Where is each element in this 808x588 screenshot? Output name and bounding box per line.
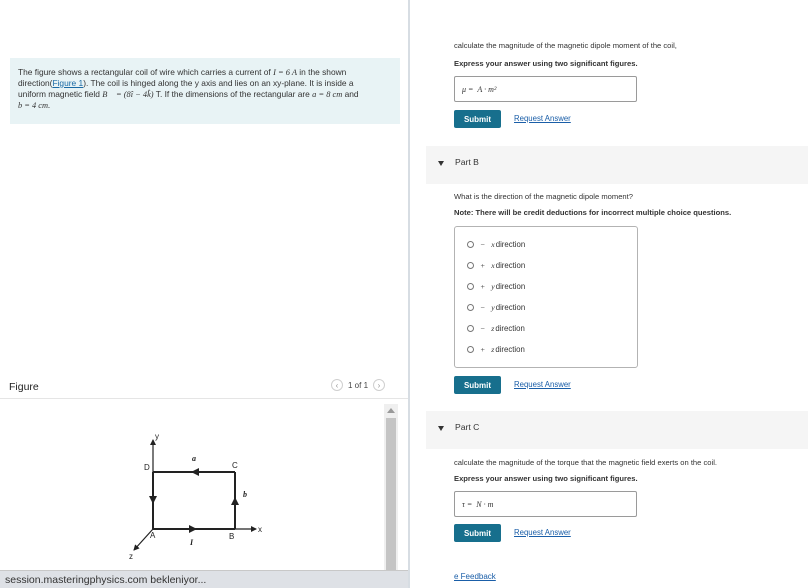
label-b: b [243, 490, 247, 499]
label-D: D [144, 463, 150, 472]
a-math: a = 8 cm [312, 90, 343, 99]
tau-label: τ = [462, 499, 473, 509]
figure-scrollbar[interactable] [384, 404, 398, 570]
part-c-label: Part C [455, 422, 480, 432]
choice-axis: z [491, 324, 495, 333]
choice-axis: z [491, 345, 495, 354]
choice-sign: − [480, 324, 486, 333]
choice-word: direction [495, 282, 526, 291]
choice-axis: x [491, 240, 495, 249]
label-x: x [258, 525, 262, 534]
radio-button[interactable] [467, 283, 474, 290]
choice-sign: + [480, 345, 486, 354]
browser-status-bar: session.masteringphysics.com bekleniyor... [0, 570, 408, 588]
part-a-unit: A · m² [477, 84, 497, 94]
radio-button[interactable] [467, 304, 474, 311]
part-a-instruction: Express your answer using two significant figures. [454, 59, 638, 68]
current-arrow-left [149, 496, 157, 504]
problem-text: and [342, 89, 359, 99]
part-b-choices [454, 226, 638, 368]
current-arrow-bottom [189, 525, 197, 533]
choice-word: direction [495, 261, 526, 270]
part-b-header[interactable] [426, 146, 808, 184]
part-a-question: calculate the magnitude of the magnetic dipole moment of the coil, [454, 41, 677, 50]
label-z: z [129, 552, 133, 561]
problem-statement [10, 58, 400, 124]
label-C: C [232, 461, 238, 470]
part-b-note: Note: There will be credit deductions for incorrect multiple choice questions. [454, 208, 732, 217]
mu-label: μ = [462, 84, 474, 94]
choice-word: direction [495, 303, 526, 312]
radio-button[interactable] [467, 262, 474, 269]
field-math: B⃗ = (8î − 4k̂) [102, 90, 154, 99]
radio-button[interactable] [467, 241, 474, 248]
figure-canvas [0, 404, 383, 570]
pager-text: 1 of 1 [348, 380, 369, 390]
radio-button[interactable] [467, 346, 474, 353]
choice-sign: − [480, 240, 486, 249]
chevron-right-icon[interactable]: › [373, 379, 385, 391]
b-math: b = 4 cm. [18, 101, 51, 110]
problem-line-2 [18, 78, 392, 89]
choice-pos-y[interactable] [467, 282, 525, 291]
part-c-header[interactable] [426, 411, 808, 449]
label-B: B [229, 532, 235, 541]
choice-pos-z[interactable] [467, 345, 525, 354]
part-c-request-answer[interactable]: Request Answer [514, 528, 571, 537]
label-I: I [190, 538, 194, 547]
part-b-label: Part B [455, 157, 479, 167]
choice-neg-z[interactable] [467, 324, 525, 333]
radio-button[interactable] [467, 325, 474, 332]
caret-down-icon [438, 426, 444, 431]
choice-word: direction [495, 324, 525, 333]
part-b-question: What is the direction of the magnetic dipole moment? [454, 192, 633, 201]
part-b-request-answer[interactable]: Request Answer [514, 380, 571, 389]
choice-pos-x[interactable] [467, 261, 525, 270]
part-b-submit-button[interactable]: Submit [454, 376, 501, 394]
choice-axis: x [491, 261, 495, 270]
choice-sign: + [480, 282, 486, 291]
current-math: I = 6 A [273, 68, 297, 77]
problem-text: uniform magnetic field [18, 89, 103, 99]
coil-diagram [0, 404, 383, 570]
part-c-unit: N · m [476, 499, 494, 509]
part-c-answer-field[interactable] [454, 491, 637, 517]
part-a-answer-field[interactable] [454, 76, 637, 102]
problem-text: The figure shows a rectangular coil of wire which carries a current of [18, 67, 274, 77]
caret-down-icon [438, 161, 444, 166]
figure-pager [331, 379, 385, 391]
right-pane [410, 0, 808, 588]
problem-line-3 [18, 89, 392, 100]
choice-axis: y [491, 303, 495, 312]
current-arrow-top [191, 468, 199, 476]
part-a-request-answer[interactable]: Request Answer [514, 114, 571, 123]
figure-link[interactable]: Figure 1 [52, 78, 84, 88]
current-arrow-right [231, 497, 239, 505]
label-a: a [192, 454, 196, 463]
part-a-submit-button[interactable]: Submit [454, 110, 501, 128]
choice-axis: y [491, 282, 495, 291]
problem-line-1 [18, 67, 392, 78]
problem-text: T. If the dimensions of the rectangular are [153, 89, 313, 99]
problem-text: direction( [18, 78, 53, 88]
scroll-up-icon[interactable] [387, 408, 395, 413]
choice-sign: − [480, 303, 486, 312]
choice-sign: + [480, 261, 486, 270]
problem-text: ). The coil is hinged along the y axis and lies on an xy-plane. It is inside a [83, 78, 354, 88]
part-c-question: calculate the magnitude of the torque that the magnetic field exerts on the coil. [454, 458, 717, 467]
label-y: y [155, 432, 159, 441]
scroll-thumb[interactable] [386, 418, 396, 570]
chevron-left-icon[interactable]: ‹ [331, 379, 343, 391]
feedback-link[interactable]: e Feedback [454, 572, 496, 581]
part-c-submit-button[interactable]: Submit [454, 524, 501, 542]
problem-text: in the shown [296, 67, 347, 77]
figure-header [0, 374, 408, 399]
label-A: A [150, 531, 156, 540]
choice-word: direction [495, 345, 525, 354]
problem-line-4 [18, 100, 392, 111]
choice-neg-y[interactable] [467, 303, 525, 312]
part-c-instruction: Express your answer using two significant figures. [454, 474, 638, 483]
figure-title: Figure [9, 381, 39, 393]
choice-word: direction [495, 240, 526, 249]
choice-neg-x[interactable] [467, 240, 525, 249]
